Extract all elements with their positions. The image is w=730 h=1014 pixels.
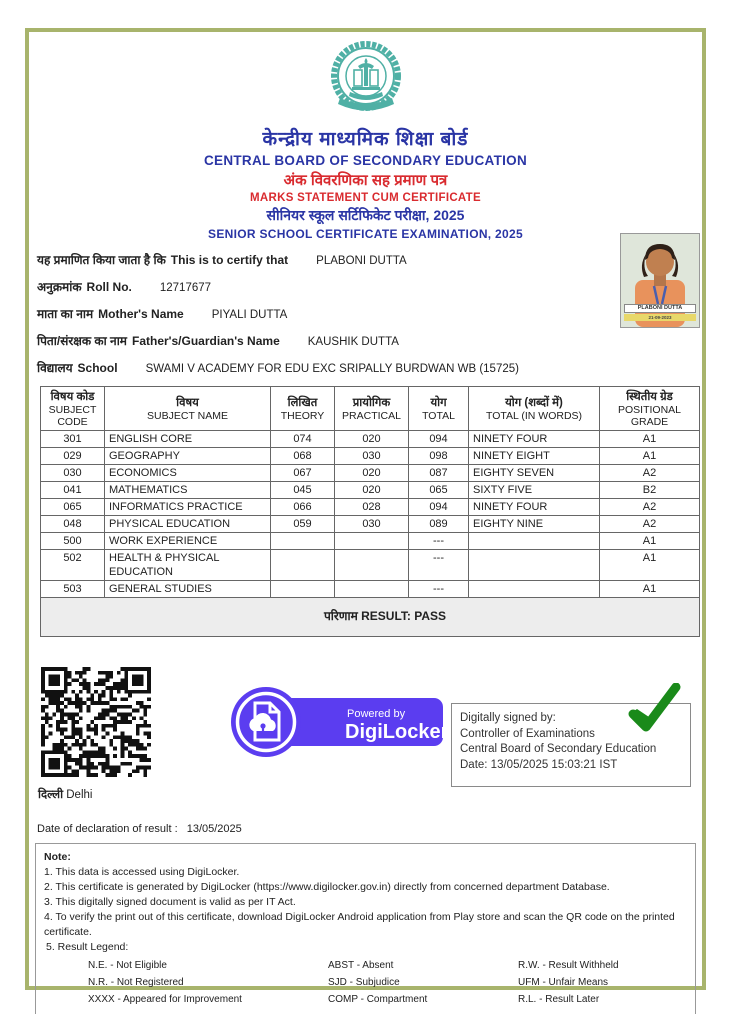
note-box bbox=[35, 843, 696, 1014]
list-item: 1. This data is accessed using DigiLocker. bbox=[44, 866, 240, 878]
list-item: UFM - Unfair Means bbox=[518, 977, 609, 988]
result-legend bbox=[88, 957, 687, 1008]
certificate-header bbox=[33, 32, 698, 241]
doc-title-hindi: अंक विवरणिका सह प्रमाण पत्र bbox=[283, 172, 448, 189]
list-item: XXXX - Appeared for Improvement bbox=[88, 994, 242, 1005]
signature-line-3: Central Board of Secondary Education bbox=[460, 743, 657, 755]
result-row bbox=[41, 598, 700, 637]
declaration-date: 13/05/2025 bbox=[186, 823, 242, 835]
list-item: N.E. - Not Eligible bbox=[88, 960, 167, 971]
exam-title-english: SENIOR SCHOOL CERTIFICATE EXAMINATION, 2025 bbox=[208, 227, 523, 241]
school-label-english: School bbox=[77, 361, 118, 375]
checkmark-icon bbox=[625, 683, 681, 742]
father-label-hindi: पिता/संरक्षक का नाम bbox=[37, 334, 127, 348]
school-name: SWAMI V ACADEMY FOR EDU EXC SRIPALLY BURDWAN WB (15725) bbox=[145, 363, 519, 375]
legend-column-2 bbox=[328, 957, 518, 1008]
student-photo bbox=[620, 233, 700, 328]
table-row: 500 WORK EXPERIENCE --- A1 bbox=[41, 533, 700, 550]
student-info bbox=[37, 251, 694, 376]
declaration-label: Date of declaration of result : bbox=[37, 823, 178, 835]
table-row: 030 ECONOMICS 067 020 087 EIGHTY SEVEN A2 bbox=[41, 465, 700, 482]
declaration-date-line bbox=[37, 821, 694, 835]
legend-title: 5. Result Legend: bbox=[46, 941, 129, 953]
doc-title-english: MARKS STATEMENT CUM CERTIFICATE bbox=[250, 192, 481, 204]
roll-number: 12717677 bbox=[159, 282, 212, 294]
roll-label-english: Roll No. bbox=[86, 280, 132, 294]
qr-code bbox=[41, 667, 151, 777]
exam-title-hindi: सीनियर स्कूल सर्टिफिकेट परीक्षा, 2025 bbox=[266, 207, 465, 223]
place-hindi: दिल्ली bbox=[38, 789, 64, 801]
mother-label-english: Mother's Name bbox=[98, 307, 184, 321]
col-practical: प्रायोगिक PRACTICAL bbox=[335, 387, 409, 431]
list-item: 2. This certificate is generated by DigiLocker (https://www.digilocker.gov.in) directly from concerned department Database. bbox=[44, 881, 610, 893]
col-total: योग TOTAL bbox=[409, 387, 469, 431]
table-row: 065 INFORMATICS PRACTICE 066 028 094 NINETY FOUR A2 bbox=[41, 499, 700, 516]
certify-line bbox=[37, 251, 694, 268]
certify-label-english: This is to certify that bbox=[170, 253, 289, 267]
marks-table-body bbox=[41, 431, 700, 598]
signature-line-1: Digitally signed by: bbox=[460, 712, 556, 724]
cbse-emblem-icon bbox=[328, 40, 404, 121]
father-line bbox=[37, 332, 694, 349]
roll-label-hindi: अनुक्रमांक bbox=[37, 280, 82, 294]
certificate-frame bbox=[25, 28, 706, 1005]
legend-column-3 bbox=[518, 957, 619, 1008]
digilocker-badge bbox=[229, 685, 447, 764]
school-label-hindi: विद्यालय bbox=[37, 361, 73, 375]
digilocker-doc-icon bbox=[249, 703, 279, 740]
photo-date: 21-09-2023 bbox=[624, 314, 696, 321]
col-grade: स्थितीय ग्रेड POSITIONAL GRADE bbox=[600, 387, 700, 431]
student-name: PLABONI DUTTA bbox=[316, 255, 407, 267]
digilocker-label: DigiLocker bbox=[345, 721, 447, 743]
list-item: R.W. - Result Withheld bbox=[518, 960, 619, 971]
mother-name: PIYALI DUTTA bbox=[211, 309, 288, 321]
col-subject-name: विषय SUBJECT NAME bbox=[105, 387, 271, 431]
col-subject-code: विषय कोड SUBJECT CODE bbox=[41, 387, 105, 431]
marks-table bbox=[40, 386, 700, 637]
mother-label-hindi: माता का नाम bbox=[37, 307, 94, 321]
roll-line bbox=[37, 278, 694, 295]
list-item: 3. This digitally signed document is valid as per IT Act. bbox=[44, 896, 296, 908]
col-theory: लिखित THEORY bbox=[271, 387, 335, 431]
place-english: Delhi bbox=[66, 789, 93, 801]
list-item: R.L. - Result Later bbox=[518, 994, 600, 1005]
list-item: N.R. - Not Registered bbox=[88, 977, 184, 988]
signature-line-4: Date: 13/05/2025 15:03:21 IST bbox=[460, 758, 618, 771]
mother-line bbox=[37, 305, 694, 322]
result-value: RESULT: PASS bbox=[361, 609, 447, 623]
signature-line-2: Controller of Examinations bbox=[460, 727, 595, 740]
note-title: Note: bbox=[44, 851, 71, 863]
legend-column-1 bbox=[88, 957, 328, 1008]
table-row: 048 PHYSICAL EDUCATION 059 030 089 EIGHTY NINE A2 bbox=[41, 516, 700, 533]
father-name: KAUSHIK DUTTA bbox=[307, 336, 399, 348]
table-row: 502 HEALTH & PHYSICAL EDUCATION --- A1 bbox=[41, 550, 700, 581]
list-item: ABST - Absent bbox=[328, 960, 394, 971]
school-line bbox=[37, 359, 694, 376]
certify-label-hindi: यह प्रमाणित किया जाता है कि bbox=[37, 253, 166, 267]
photo-caption: PLABONI DUTTA bbox=[624, 304, 696, 313]
table-row: 301 ENGLISH CORE 074 020 094 NINETY FOUR A1 bbox=[41, 431, 700, 448]
father-label-english: Father's/Guardian's Name bbox=[131, 334, 280, 348]
list-item: COMP - Compartment bbox=[328, 994, 428, 1005]
list-item: SJD - Subjudice bbox=[328, 977, 400, 988]
place-line bbox=[38, 787, 92, 802]
table-row: 503 GENERAL STUDIES --- A1 bbox=[41, 581, 700, 598]
result-label-hindi: परिणाम bbox=[323, 609, 358, 623]
powered-by-label: Powered by bbox=[347, 708, 406, 720]
board-name-hindi: केन्द्रीय माध्यमिक शिक्षा बोर्ड bbox=[262, 129, 469, 150]
verification-zone bbox=[33, 637, 698, 821]
table-row: 041 MATHEMATICS 045 020 065 SIXTY FIVE B2 bbox=[41, 482, 700, 499]
list-item: 4. To verify the print out of this certificate, download DigiLocker Android application from Play store and scan the QR code on the printed certificate. bbox=[44, 911, 675, 938]
table-row: 029 GEOGRAPHY 068 030 098 NINETY EIGHT A1 bbox=[41, 448, 700, 465]
note-lines bbox=[44, 865, 687, 940]
col-total-words: योग (शब्दों में) TOTAL (IN WORDS) bbox=[469, 387, 600, 431]
marks-table-header bbox=[41, 387, 700, 431]
board-name-english: CENTRAL BOARD OF SECONDARY EDUCATION bbox=[203, 153, 528, 168]
